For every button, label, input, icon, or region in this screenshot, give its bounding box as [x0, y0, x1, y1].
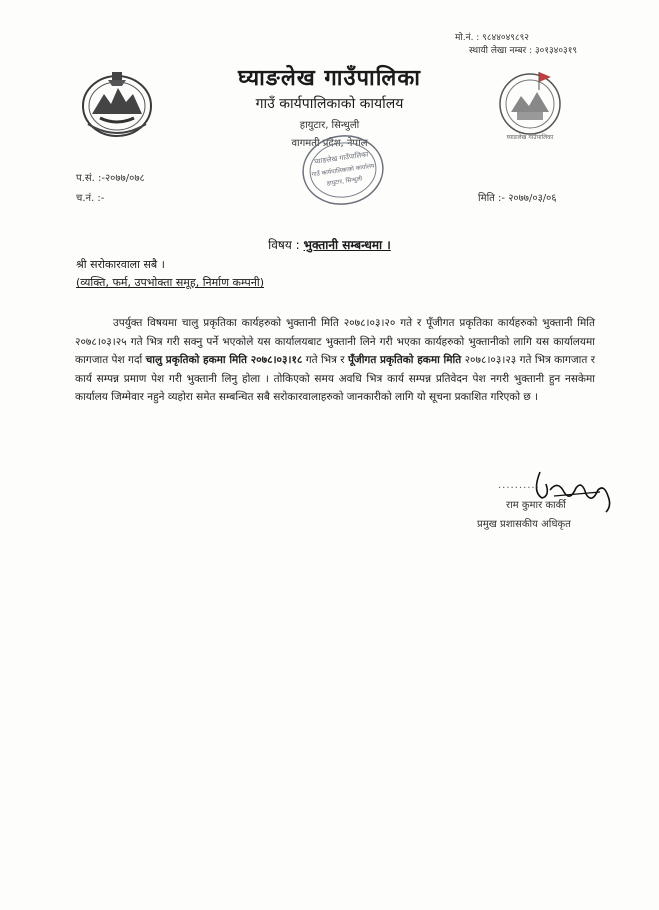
address-line-2: वागमती प्रदेश, नेपाल	[291, 138, 368, 149]
notice-body	[75, 314, 595, 407]
office-title: घ्याङलेख गाउँपालिका	[238, 66, 421, 91]
svg-text:हायुटार, सिन्धुली: हायुटार, सिन्धुली	[326, 175, 363, 188]
body-part-2: गते भित्र र	[302, 354, 348, 366]
office-subtitle: गाउँ कार्यपालिकाको कार्यालय	[255, 96, 404, 112]
recipient-detail: (व्यक्ति, फर्म, उपभोक्ता समूह, निर्माण कम्पनी)	[76, 276, 264, 289]
subject-label: विषय :	[268, 238, 300, 252]
handwritten-signature-icon	[520, 462, 620, 522]
subject-value: भुक्तानी सम्बन्धमा ।	[303, 238, 391, 252]
right-emblem-caption: घ्याङलेख गाउँपालिका	[506, 134, 554, 141]
signature-line: ..........	[498, 480, 540, 491]
office-stamp-icon	[298, 130, 388, 210]
dispatch-number: च.नं. :-	[76, 193, 105, 204]
subject-line	[0, 236, 659, 253]
recipient-line: श्री सरोकारवाला सबै ।	[76, 258, 165, 271]
address-line-1: हायुटार, सिन्धुली	[299, 120, 360, 131]
pan-number: स्थायी लेखा नम्बर : ३०१३४०३१९	[469, 46, 578, 56]
body-bold-1: चालु प्रकृतिको हकमा मिति २०७८।०३।१८	[145, 354, 303, 366]
body-part-3: २०७८।०३।२३ गते भित्र कागजात र कार्य सम्पन्न प्रमाण पेश गरी भुक्तानी लिनु होला । तोकिएको समय अवधि भित्र कार्य सम्पन्न प्रतिवेदन पेश नगरी भुक्तानी हुन नसकेमा कार्यालय जिम्मेवार नहुने व्यहोरा समेत सम्बन्धित सबै सरोकारवालाहरुको जानकारीको लागि यो सूचना प्रकाशित गरिएको छ ।	[75, 354, 595, 403]
letter-date: मिति :- २०७७/०३/०६	[478, 193, 557, 204]
svg-text:गाउँ कार्यपालिकाको कार्यालय: गाउँ कार्यपालिकाको कार्यालय	[311, 162, 375, 179]
signatory-name: राम कुमार कार्की	[506, 500, 566, 511]
body-part-1: उपर्युक्त विषयमा चालु प्रकृतिका कार्यहरुको भुक्तानी मिति २०७८।०३।२० गते र पूँजीगत प्रकृतिका कार्यहरुको भुक्तानी मिति २०७८।०३।२५ गते भित्र गरी सक्नु पर्ने भएकोले यस कार्यालयबाट भुक्तानी लिने गरी भएका कार्यहरुको भुक्तानीको लागि यस कार्यालयमा कागजात पेश गर्दा	[75, 317, 595, 366]
letter-number: प.सं. :-२०७७/०७८	[76, 173, 145, 184]
svg-text:घ्याङलेख गाउँपालिका: घ्याङलेख गाउँपालिका	[313, 150, 369, 166]
phone-number: मो.नं. : ९८४४०४९८९२	[455, 33, 529, 43]
signatory-designation: प्रमुख प्रशासकीय अधिकृत	[477, 519, 571, 530]
body-bold-2: पूँजीगत प्रकृतिको हकमा मिति	[347, 354, 462, 366]
contact-block	[455, 32, 577, 58]
